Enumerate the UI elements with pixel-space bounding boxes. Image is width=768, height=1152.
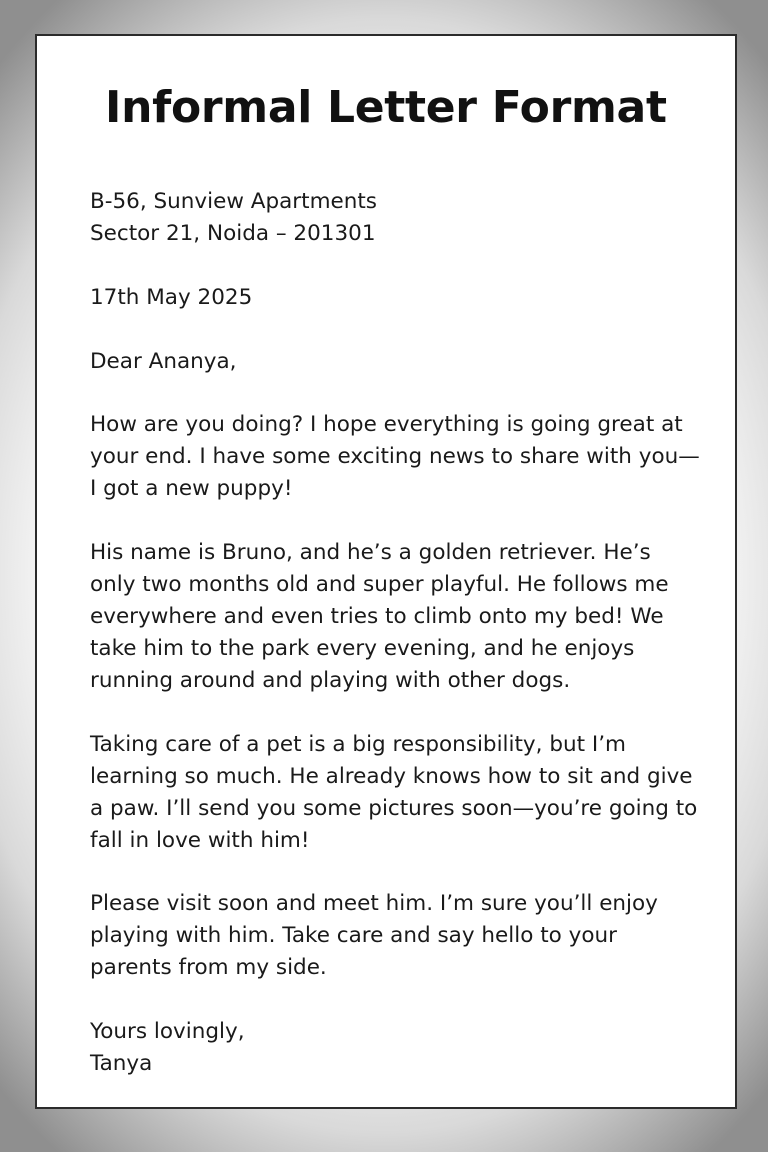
closing-text: Yours lovingly, [90, 1019, 245, 1044]
body-paragraph-1 [90, 409, 715, 505]
closing-block [90, 1016, 715, 1080]
paragraph-line: fall in love with him! [90, 828, 310, 853]
paragraph-line: your end. I have some exciting news to share with you— [90, 444, 700, 469]
paragraph-line: His name is Bruno, and he’s a golden retriever. He’s [90, 540, 651, 565]
body-paragraph-3 [90, 729, 715, 857]
paragraph-line: everywhere and even tries to climb onto my bed! We [90, 604, 664, 629]
salutation [90, 346, 715, 378]
paragraph-line: Taking care of a pet is a big responsibility, but I’m [90, 732, 626, 757]
paragraph-line: running around and playing with other dogs. [90, 668, 571, 693]
paragraph-line: learning so much. He already knows how to sit and give [90, 764, 693, 789]
address-line-2: Sector 21, Noida – 201301 [90, 221, 376, 246]
paragraph-line: I got a new puppy! [90, 476, 293, 501]
body-paragraph-2 [90, 537, 715, 697]
paragraph-line: How are you doing? I hope everything is going great at [90, 412, 683, 437]
letter-page [35, 34, 737, 1109]
paragraph-line: parents from my side. [90, 955, 327, 980]
paragraph-line: playing with him. Take care and say hello to your [90, 923, 617, 948]
paragraph-line: take him to the park every evening, and he enjoys [90, 636, 635, 661]
paragraph-line: Please visit soon and meet him. I’m sure you’ll enjoy [90, 891, 658, 916]
page-title: Informal Letter Format [105, 82, 667, 133]
signature-text: Tanya [90, 1051, 153, 1076]
salutation-text: Dear Ananya, [90, 349, 237, 374]
paragraph-line: a paw. I’ll send you some pictures soon—you’re going to [90, 796, 698, 821]
address-line-1: B-56, Sunview Apartments [90, 189, 378, 214]
letter-date [90, 282, 715, 314]
body-paragraph-4 [90, 888, 715, 984]
paragraph-line: only two months old and super playful. He follows me [90, 572, 669, 597]
date-text: 17th May 2025 [90, 285, 253, 310]
sender-address [90, 186, 715, 250]
